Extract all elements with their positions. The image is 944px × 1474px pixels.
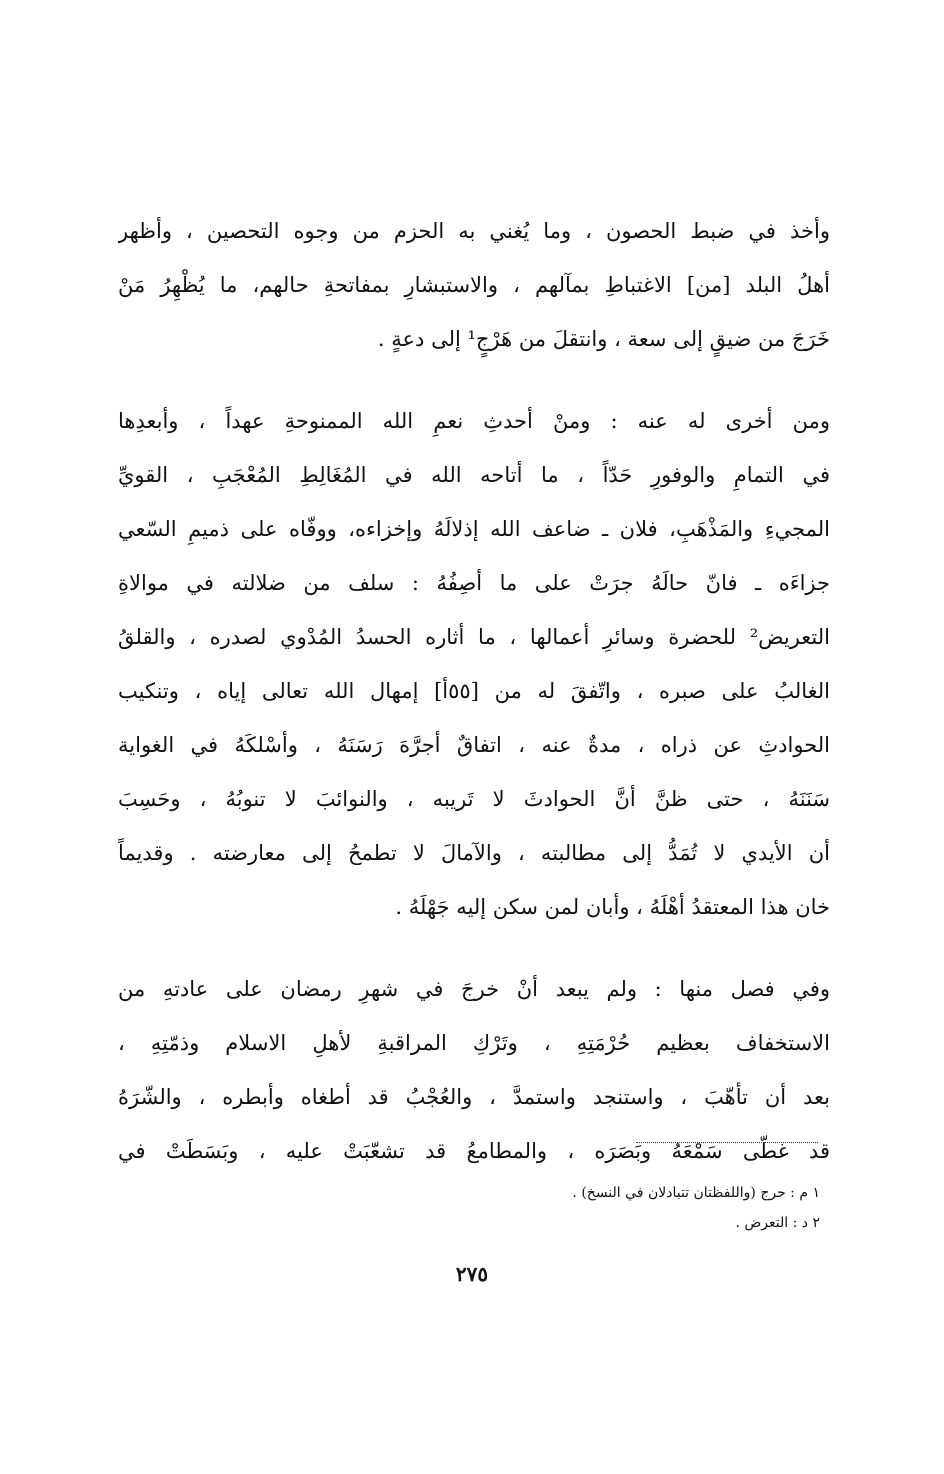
paragraph-1	[118, 204, 830, 366]
text-line: خَرَجَ من ضيقٍ إلى سعة ، وانتقلَ من هَرْجٍ¹ إلى دعةٍ .	[377, 327, 830, 351]
text-line: قد غطّى سَمْعَهُ وبَصَرَه ، والمطامعُ قد تشعّبَتْ عليه ، وبَسَطَتْ في	[118, 1139, 830, 1163]
footnotes	[380, 1178, 820, 1238]
text-line: الحوادثِ عن ذراه ، مدةٌ عنه ، اتفاقٌ أجرَّهَ رَسَنَهُ ، وأسْلكَهُ في الغواية	[118, 733, 830, 757]
text-line: المجيءِ والمَذْهَبِ، فلان ـ ضاعف الله إذلالَهُ وإخزاءه، ووفّاه على ذميمِ السّعي	[118, 517, 830, 541]
text-line: الاستخفاف بعظيم حُرْمَتِهِ ، وتَرْكِ المراقبةِ لأهلِ الاسلام وذمّتِهِ ،	[118, 1031, 830, 1055]
text-line: خان هذا المعتقدُ أهْلَهُ ، وأبان لمن سكن إليه جَهْلَهُ .	[395, 895, 830, 919]
text-line: الغالبُ على صبره ، واتّفقَ له من [٥٥أ] إمهال الله تعالى إياه ، وتنكيب	[118, 679, 830, 703]
text-line: أهلُ البلد [من] الاغتباطِ بمآلهم ، والاستبشارِ بمفاتحةِ حالهم، ما يُظْهِرُ مَنْ	[118, 273, 830, 297]
footnote-1: ١ م : حرج (واللفظتان تتبادلان في النسخ) .	[572, 1185, 820, 1201]
text-line: التعريض² للحضرة وسائرِ أعمالها ، ما أثاره الحسدُ المُدْوي لصدره ، والقلقُ	[118, 625, 830, 649]
footnote-2: ٢ د : التعرض .	[735, 1215, 820, 1231]
main-text	[118, 204, 830, 1178]
footnote-separator	[636, 1142, 818, 1143]
text-line: جزاءَه ـ فانّ حالَهُ جرَتْ على ما أصِفُهُ : سلف من ضلالته في موالاةِ	[118, 571, 830, 595]
text-line: وفي فصل منها : ولم يبعد أنْ خرجَ في شهرِ رمضان على عادتهِ من	[118, 977, 830, 1001]
text-line: في التمامِ والوفورِ حَدّاً ، ما أتاحه الله في المُغَالِطِ المُعْجَبِ ، القويِّ	[118, 463, 830, 487]
paragraph-2	[118, 394, 830, 934]
paragraph-3	[118, 962, 830, 1178]
text-line: سَنَنَهُ ، حتى ظنَّ أنَّ الحوادثَ لا تَريبه ، والنوائبَ لا تنوبُهُ ، وحَسِبَ	[118, 787, 830, 811]
text-line: أن الأيدي لا تُمَدُّ إلى مطالبته ، والآمالَ لا تطمحُ إلى معارضته . وقديماً	[118, 841, 830, 865]
page-number: ٢٧٥	[455, 1262, 489, 1286]
text-line: ومن أخرى له عنه : ومنْ أحدثِ نعمِ الله الممنوحةِ عهداً ، وأبعدِها	[118, 409, 830, 433]
text-line: وأخذ في ضبط الحصون ، وما يُغني به الحزم من وجوه التحصين ، وأظهر	[118, 219, 830, 243]
text-line: بعد أن تأهّبَ ، واستنجد واستمدَّ ، والعُجْبُ قد أطغاه وأبطره ، والشّرَهُ	[118, 1085, 830, 1109]
